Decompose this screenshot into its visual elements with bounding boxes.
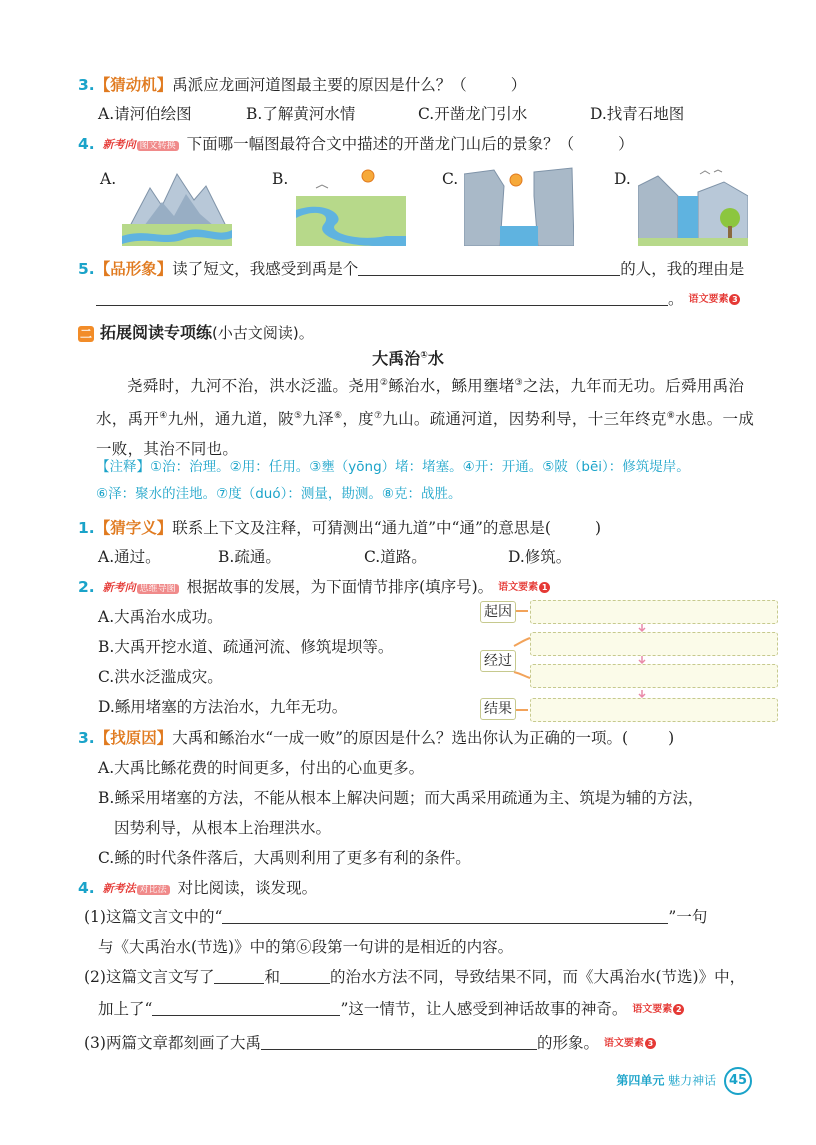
answer-blank[interactable] bbox=[214, 967, 264, 984]
option-a[interactable]: A.请河伯绘图 bbox=[98, 105, 192, 123]
unit-label: 第四单元 bbox=[616, 1073, 665, 1088]
image-label-c: C. bbox=[442, 170, 459, 188]
answer-blank[interactable] bbox=[358, 259, 620, 276]
plot-item-b: B.大禹开挖水道、疏通河流、修筑堤坝等。 bbox=[98, 638, 394, 656]
option-b[interactable]: B.了解黄河水情 bbox=[246, 105, 356, 123]
option-a[interactable]: A.通过。 bbox=[98, 548, 161, 566]
answer-blank[interactable] bbox=[222, 907, 668, 924]
question-tag: 【猜动机】 bbox=[94, 76, 173, 94]
flow-label-process: 经过 bbox=[480, 650, 516, 672]
sub-question-3: (3)两篇文章都刻画了大禹 的形象。 语文要素 3 bbox=[84, 1032, 656, 1055]
new-badge: 新考法 对比法 bbox=[100, 882, 173, 897]
new-badge: 新考向 思维导图 bbox=[100, 581, 182, 596]
plot-item-a: A.大禹治水成功。 bbox=[98, 608, 223, 626]
flow-label-cause: 起因 bbox=[480, 601, 516, 623]
question-b2: 2. 新考向 思维导图 根据故事的发展，为下面情节排序(填序号)。 语文要素 1 bbox=[78, 576, 550, 599]
question-3: 3.【猜动机】禹派应龙画河道图最主要的原因是什么？（ ） bbox=[78, 76, 527, 94]
new-badge: 新考向 图文转换 bbox=[100, 138, 182, 153]
waterfall-image-d[interactable] bbox=[638, 166, 748, 246]
requirement-badge: 语文要素 3 bbox=[604, 1033, 656, 1055]
option-d[interactable]: D.找青石地图 bbox=[590, 105, 685, 123]
gorge-image-c[interactable] bbox=[464, 166, 574, 246]
question-text: 禹派应龙画河道图最主要的原因是什么？（ bbox=[172, 76, 467, 94]
requirement-badge: 语文要素 1 bbox=[498, 577, 550, 599]
question-number: 3. bbox=[78, 76, 95, 94]
section-heading: 二 拓展阅读专项练(小古文阅读)。 bbox=[79, 323, 314, 342]
plot-item-c: C.洪水泛滥成灾。 bbox=[98, 668, 223, 686]
question-5-line2: 。 语文要素 3 bbox=[96, 288, 740, 311]
passage-title: 大禹治①水 bbox=[372, 349, 444, 368]
option-b-cont: 因势利导，从根本上治理洪水。 bbox=[114, 819, 332, 837]
image-label-b: B. bbox=[272, 170, 289, 188]
question-number: 4. bbox=[78, 135, 95, 153]
image-label-d: D. bbox=[614, 170, 631, 188]
requirement-badge: 语文要素 2 bbox=[632, 999, 684, 1021]
option-c[interactable]: C.鲧的时代条件落后，大禹则利用了更多有利的条件。 bbox=[98, 849, 471, 867]
mountain-river-image-a[interactable] bbox=[122, 166, 232, 246]
image-label-a: A. bbox=[100, 170, 117, 188]
sub-question-1: (1)这篇文言文中的“ ”一句 bbox=[84, 908, 708, 926]
option-c[interactable]: C.开凿龙门引水 bbox=[418, 105, 528, 123]
option-a[interactable]: A.大禹比鲧花费的时间更多，付出的心血更多。 bbox=[98, 759, 425, 777]
section-number: 二 bbox=[79, 326, 92, 341]
unit-theme: 魅力神话 bbox=[668, 1073, 717, 1088]
answer-blank[interactable] bbox=[96, 289, 668, 306]
question-text: 下面哪一幅图最符合文中描述的开凿龙门山后的景象？（ bbox=[186, 135, 575, 153]
page-number: 45 bbox=[724, 1067, 752, 1095]
passage-body: 尧舜时，九河不治，洪水泛滥。尧用②鲧治水，鲧用壅堵③之法，九年而无功。后舜用禹治水，禹开④九州，通九道，陂⑤九泽⑥，度⑦九山。疏通河道，因势利导，十三年终克⑧水患。一成一败，其治不同也。 bbox=[96, 377, 755, 459]
annotation-note: 【注释】①治：治理。②用：任用。③壅（yōng）堵：堵塞。④开：开通。⑤陂（bēi）：修筑堤岸。 ⑥泽：聚水的洼地。⑦度（duó）：测量，勘测。⑧克：战胜。 bbox=[96, 459, 690, 502]
flow-arrows bbox=[508, 598, 778, 724]
sub-question-2: (2)这篇文言文写了 和 的治水方法不同，导致结果不同，而《大禹治水(节选)》中， bbox=[84, 968, 746, 986]
answer-blank[interactable] bbox=[261, 1033, 537, 1050]
answer-blank[interactable] bbox=[152, 999, 340, 1016]
plain-river-image-b[interactable] bbox=[296, 166, 406, 246]
option-d[interactable]: D.修筑。 bbox=[508, 548, 572, 566]
question-4: 4. 新考向 图文转换 下面哪一幅图最符合文中描述的开凿龙门山后的景象？（ ） bbox=[78, 135, 634, 153]
option-c[interactable]: C.道路。 bbox=[364, 548, 427, 566]
sub-question-2-cont: 加上了“ ”这一情节，让人感受到神话故事的神奇。 语文要素 2 bbox=[98, 998, 684, 1021]
question-b3: 3.【找原因】大禹和鲧治水“一成一败”的原因是什么？选出你认为正确的一项。( ) bbox=[78, 729, 675, 747]
flow-label-result: 结果 bbox=[480, 698, 516, 720]
option-b[interactable]: B.鲧采用堵塞的方法，不能从根本上解决问题；而大禹采用疏通为主、筑堤为辅的方法， bbox=[98, 789, 704, 807]
question-b4: 4. 新考法 对比法 对比阅读，谈发现。 bbox=[78, 879, 318, 897]
sub-question-1-cont: 与《大禹治水(节选)》中的第⑥段第一句讲的是相近的内容。 bbox=[98, 938, 514, 956]
question-b1: 1.【猜字义】联系上下文及注释，可猜测出“通九道”中“通”的意思是( ) bbox=[78, 519, 602, 537]
question-5: 5.【品形象】读了短文，我感受到禹是个 的人，我的理由是 bbox=[78, 260, 745, 278]
page-footer bbox=[616, 1067, 752, 1095]
answer-blank[interactable] bbox=[280, 967, 330, 984]
plot-item-d: D.鲧用堵塞的方法治水，九年无功。 bbox=[98, 698, 348, 716]
requirement-badge: 语文要素 3 bbox=[688, 289, 740, 311]
option-b[interactable]: B.疏通。 bbox=[218, 548, 281, 566]
